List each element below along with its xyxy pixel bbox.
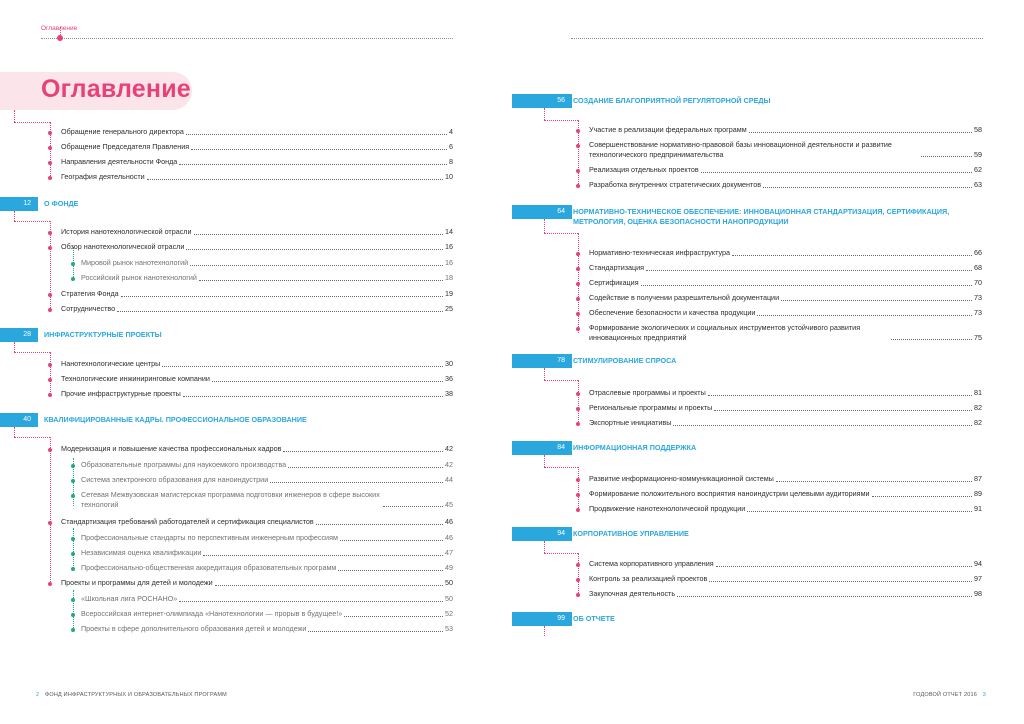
connector: [14, 437, 50, 438]
bullet: [71, 598, 75, 602]
section-number-78: 78: [512, 354, 572, 368]
toc-entry-12-6[interactable]: Сотрудничество 25: [61, 304, 453, 313]
connector: [544, 219, 545, 233]
toc-entry-12-1[interactable]: История нанотехнологической отрасли 14: [61, 227, 453, 236]
toc-entry-40-7[interactable]: Независимая оценка квалификации 47: [81, 548, 453, 557]
bullet: [71, 494, 75, 498]
section-number-56: 56: [512, 94, 572, 108]
bullet: [48, 161, 52, 165]
toc-entry-78-3[interactable]: Экспортные инициативы 82: [589, 418, 982, 427]
bullet: [576, 144, 580, 148]
toc-entry-28-3[interactable]: Прочие инфраструктурные проекты 38: [61, 389, 453, 398]
toc-entry-94-1[interactable]: Система корпоративного управления 94: [589, 559, 982, 568]
section-number-28: 28: [0, 328, 38, 342]
section-number-40: 40: [0, 413, 38, 427]
toc-entry-84-1[interactable]: Развитие информационно-коммуникационной системы 87: [589, 474, 982, 483]
section-title-12[interactable]: О ФОНДЕ: [44, 199, 79, 208]
toc-entry-28-1[interactable]: Нанотехнологические центры 30: [61, 359, 453, 368]
toc-entry-56-2[interactable]: Совершенствование нормативно-правовой базы инновационной деятельности и развитие технологического предпринимательства 59: [589, 140, 982, 159]
toc-entry-64-6[interactable]: Формирование экологических и социальных инструментов устойчивого развития инновационных предприятий 75: [589, 323, 982, 342]
bullet: [48, 131, 52, 135]
bullet: [71, 552, 75, 556]
bullet: [576, 392, 580, 396]
toc-entry-78-2[interactable]: Региональные программы и проекты 82: [589, 403, 982, 412]
header-rule-right: [571, 38, 983, 39]
connector: [544, 120, 578, 121]
toc-entry-28-2[interactable]: Технологические инжиниринговые компании 36: [61, 374, 453, 383]
footer-right-text: ГОДОВОЙ ОТЧЕТ 2016: [913, 692, 977, 698]
bullet: [71, 567, 75, 571]
bullet: [48, 521, 52, 525]
connector: [14, 211, 15, 221]
bullet: [48, 231, 52, 235]
toc-entry-40-3[interactable]: Система электронного образования для наноиндустрии 44: [81, 475, 453, 484]
bullet: [71, 613, 75, 617]
toc-entry-40-11[interactable]: Всероссийская интернет-олимпиада «Нанотехнологии — прорыв в будущее!» 52: [81, 609, 453, 618]
toc-entry-intro-3[interactable]: Направления деятельности Фонда 8: [61, 157, 453, 166]
toc-entry-12-2[interactable]: Обзор нанотехнологической отрасли 16: [61, 242, 453, 251]
toc-entry-64-5[interactable]: Обеспечение безопасности и качества продукции 73: [589, 308, 982, 317]
bullet: [48, 293, 52, 297]
connector: [14, 110, 15, 122]
toc-entry-94-3[interactable]: Закупочная деятельность 98: [589, 589, 982, 598]
bullet: [71, 262, 75, 266]
connector: [544, 541, 545, 553]
bullet: [48, 582, 52, 586]
page-title: Оглавление: [41, 75, 191, 103]
footer-left-text: ФОНД ИНФРАСТРУКТУРНЫХ И ОБРАЗОВАТЕЛЬНЫХ ПРОГРАММ: [45, 692, 227, 698]
header-rule-left: [41, 38, 453, 39]
footer-right: [913, 692, 990, 698]
toc-entry-intro-4[interactable]: География деятельности 10: [61, 172, 453, 181]
section-title-94[interactable]: КОРПОРАТИВНОЕ УПРАВЛЕНИЕ: [573, 529, 689, 538]
toc-entry-12-5[interactable]: Стратегия Фонда 19: [61, 289, 453, 298]
connector: [73, 590, 74, 628]
connector: [578, 380, 579, 424]
section-number-84: 84: [512, 441, 572, 455]
bullet: [576, 508, 580, 512]
bullet: [576, 282, 580, 286]
section-title-56[interactable]: СОЗДАНИЕ БЛАГОПРИЯТНОЙ РЕГУЛЯТОРНОЙ СРЕДЫ: [573, 96, 771, 105]
bullet: [576, 252, 580, 256]
connector: [14, 427, 15, 437]
connector: [544, 553, 578, 554]
page-number-left: 2: [36, 692, 40, 698]
toc-entry-64-2[interactable]: Стандартизация 68: [589, 263, 982, 272]
section-number-94: 94: [512, 527, 572, 541]
bullet: [576, 184, 580, 188]
toc-entry-40-5[interactable]: Стандартизация требований работодателей и сертификация специалистов 46: [61, 517, 453, 526]
bullet: [48, 146, 52, 150]
toc-entry-78-1[interactable]: Отраслевые программы и проекты 81: [589, 388, 982, 397]
connector: [544, 108, 545, 120]
toc-entry-40-10[interactable]: «Школьная лига РОСНАНО» 50: [81, 594, 453, 603]
bullet: [576, 267, 580, 271]
section-number-64: 64: [512, 205, 572, 219]
connector: [544, 380, 578, 381]
bullet: [71, 628, 75, 632]
bullet: [576, 297, 580, 301]
toc-entry-40-4[interactable]: Сетевая Межвузовская магистерская программа подготовки инженеров в сфере высоких технологий 45: [81, 490, 453, 509]
bullet: [71, 277, 75, 281]
toc-entry-40-2[interactable]: Образовательные программы для наукоемкого производства 42: [81, 460, 453, 469]
bullet: [48, 393, 52, 397]
toc-entry-64-4[interactable]: Содействие в получении разрешительной документации 73: [589, 293, 982, 302]
bullet: [71, 537, 75, 541]
bullet: [48, 363, 52, 367]
connector: [544, 368, 545, 380]
toc-entry-40-12[interactable]: Проекты в сфере дополнительного образования детей и молодежи 53: [81, 624, 453, 633]
toc-entry-84-2[interactable]: Формирование положительного восприятия наноиндустрии целевыми аудиториями 89: [589, 489, 982, 498]
toc-entry-64-1[interactable]: Нормативно-техническая инфраструктура 66: [589, 248, 982, 257]
connector: [73, 528, 74, 568]
section-title-99[interactable]: ОБ ОТЧЕТЕ: [573, 614, 615, 623]
section-title-84[interactable]: ИНФОРМАЦИОННАЯ ПОДДЕРЖКА: [573, 443, 697, 452]
toc-entry-56-4[interactable]: Разработка внутренних стратегических документов 63: [589, 180, 982, 189]
bullet: [48, 308, 52, 312]
section-number-12: 12: [0, 197, 38, 211]
page-number-right: 3: [982, 692, 986, 698]
section-title-28[interactable]: ИНФРАСТРУКТУРНЫЕ ПРОЕКТЫ: [44, 330, 162, 339]
connector: [50, 437, 51, 582]
toc-entry-56-3[interactable]: Реализация отдельных проектов 62: [589, 165, 982, 174]
toc-entry-56-1[interactable]: Участие в реализации федеральных программ 58: [589, 125, 982, 134]
section-title-64[interactable]: НОРМАТИВНО-ТЕХНИЧЕСКОЕ ОБЕСПЕЧЕНИЕ: ИННОВАЦИОННАЯ СТАНДАРТИЗАЦИЯ, СЕРТИФИКАЦИЯ, МЕТРОЛОГИЯ, ОЦЕНКА БЕЗОПАСНОСТИ НАНОПРОДУКЦИИ: [573, 207, 950, 226]
bullet: [48, 176, 52, 180]
connector: [578, 553, 579, 595]
bullet: [576, 593, 580, 597]
toc-entry-40-1[interactable]: Модернизация и повышение качества профессиональных кадров 42: [61, 444, 453, 453]
bullet: [48, 246, 52, 250]
toc-entry-40-6[interactable]: Профессиональные стандарты по перспективным инженерным профессиям 46: [81, 533, 453, 542]
section-number-99: 99: [512, 612, 572, 626]
connector: [544, 455, 545, 467]
section-title-40[interactable]: КВАЛИФИЦИРОВАННЫЕ КАДРЫ. ПРОФЕССИОНАЛЬНОЕ ОБРАЗОВАНИЕ: [44, 415, 307, 424]
toc-entry-12-3[interactable]: Мировой рынок нанотехнологий 16: [81, 258, 453, 267]
toc-entry-intro-2[interactable]: Обращение Председателя Правления 6: [61, 142, 453, 151]
connector: [14, 352, 50, 353]
connector: [578, 467, 579, 510]
connector: [544, 626, 545, 636]
toc-entry-94-2[interactable]: Контроль за реализацией проектов 97: [589, 574, 982, 583]
connector: [544, 233, 578, 234]
connector: [14, 342, 15, 352]
bullet: [71, 479, 75, 483]
toc-entry-12-4[interactable]: Российский рынок нанотехнологий 18: [81, 273, 453, 282]
footer-left: [32, 692, 227, 698]
bullet: [576, 422, 580, 426]
bullet: [576, 578, 580, 582]
bullet: [576, 407, 580, 411]
connector: [50, 352, 51, 394]
toc-entry-intro-1[interactable]: Обращение генерального директора 4: [61, 127, 453, 136]
bullet: [576, 563, 580, 567]
toc-entry-84-3[interactable]: Продвижение нанотехнологической продукции 91: [589, 504, 982, 513]
connector: [544, 467, 578, 468]
toc-entry-40-9[interactable]: Проекты и программы для детей и молодежи 50: [61, 578, 453, 587]
bullet: [576, 493, 580, 497]
bullet: [48, 378, 52, 382]
bullet: [576, 327, 580, 331]
bullet: [48, 448, 52, 452]
bullet: [576, 478, 580, 482]
bullet: [576, 169, 580, 173]
bullet: [71, 464, 75, 468]
toc-entry-40-8[interactable]: Профессионально-общественная аккредитация образовательных программ 49: [81, 563, 453, 572]
header-dot: [57, 35, 63, 41]
header-label: Оглавление: [41, 25, 78, 32]
section-title-78[interactable]: СТИМУЛИРОВАНИЕ СПРОСА: [573, 356, 677, 365]
toc-entry-64-3[interactable]: Сертификация 70: [589, 278, 982, 287]
connector: [14, 221, 50, 222]
connector: [14, 122, 50, 123]
bullet: [576, 312, 580, 316]
bullet: [576, 129, 580, 133]
